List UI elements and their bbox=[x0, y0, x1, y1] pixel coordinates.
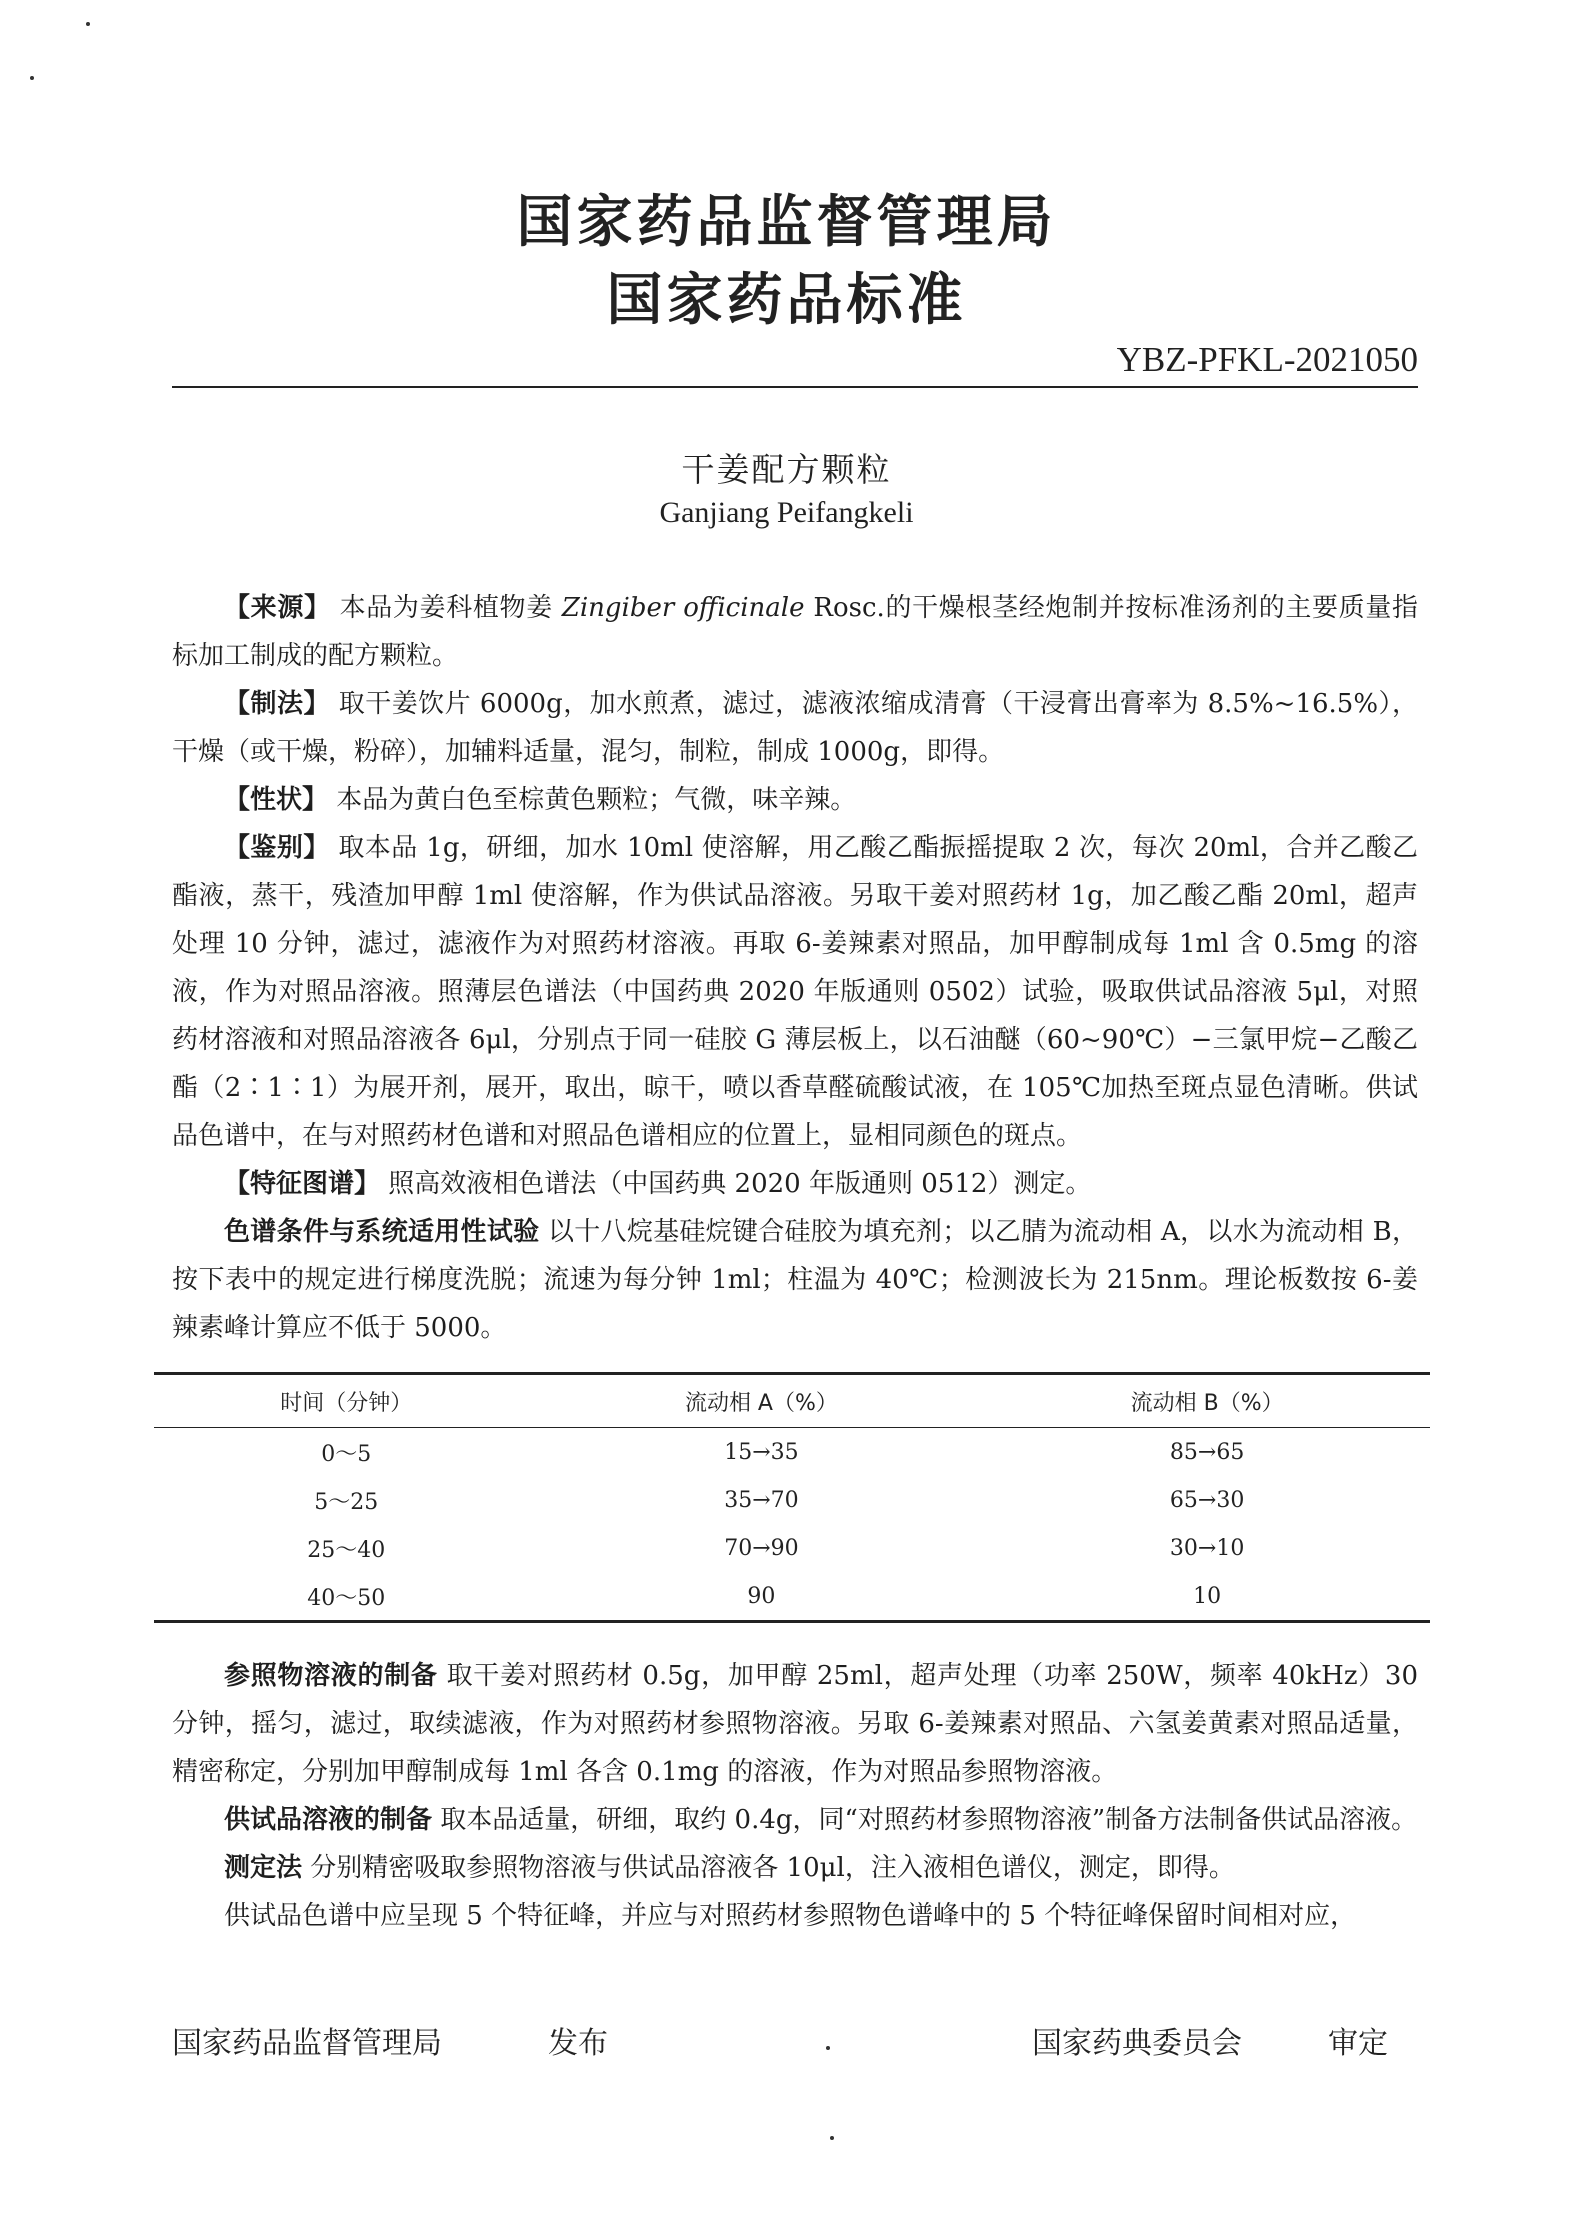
section-text: Rosc.的干燥根茎经炮制并按标准汤剂的主要质量指标加工制成的配方颗粒。 bbox=[172, 593, 1418, 671]
section-label: 【性状】 bbox=[224, 785, 329, 815]
scan-speck bbox=[86, 22, 90, 26]
table-cell: 15→35 bbox=[724, 1439, 799, 1465]
agency-title: 国家药品监督管理局 bbox=[516, 190, 1057, 255]
section-text: 本品为黄白色至棕黄色颗粒；气微，味辛辣。 bbox=[336, 785, 857, 815]
column-header: 流动相 B（%） bbox=[1130, 1390, 1284, 1416]
scan-speck bbox=[30, 76, 34, 80]
table-cell: 40～50 bbox=[307, 1585, 386, 1611]
scan-speck bbox=[830, 2136, 834, 2140]
table-cell: 35→70 bbox=[724, 1487, 799, 1513]
section-text: 以十八烷基硅烷键合硅胶为填充剂；以乙腈为流动相 A，以水为流动相 B，按下表中的规定进行梯度洗脱；流速为每分钟 1ml；柱温为 40℃；检测波长为 215nm。理论板数按 6-姜辣素峰计算应不低于 5000。 bbox=[172, 1217, 1419, 1343]
footer-issue-label: 发布 bbox=[548, 2026, 608, 2061]
section-text: 取本品适量，研细，取约 0.4g，同“对照药材参照物溶液”制备方法制备供试品溶液。 bbox=[440, 1805, 1418, 1835]
scan-speck bbox=[826, 2046, 830, 2050]
section-label: 【来源】 bbox=[224, 593, 331, 623]
section-text: 取干姜对照药材 0.5g，加甲醇 25ml，超声处理（功率 250W，频率 40kHz）30 分钟，摇匀，滤过，取续滤液，作为对照药材参照物溶液。另取 6-姜辣素对照品、六氢姜黄素对照品适量，精密称定，分别加甲醇制成每 1ml 各含 0.1mg 的溶液，作为对照品参照物溶液。 bbox=[172, 1661, 1419, 1787]
table-header-row bbox=[154, 1374, 1430, 1428]
table-cell: 30→10 bbox=[1169, 1535, 1245, 1561]
section-label: 【特征图谱】 bbox=[224, 1169, 381, 1199]
drug-name-chinese: 干姜配方颗粒 bbox=[681, 450, 892, 489]
section-test-solution bbox=[172, 1796, 1418, 1844]
column-header: 时间（分钟） bbox=[280, 1390, 413, 1416]
column-header: 流动相 A（%） bbox=[684, 1390, 838, 1416]
section-text: 分别精密吸取参照物溶液与供试品溶液各 10μl，注入液相色谱仪，测定，即得。 bbox=[310, 1853, 1235, 1883]
subsection-label: 测定法 bbox=[224, 1853, 303, 1883]
drug-name-pinyin: Ganjiang Peifangkeli bbox=[659, 496, 914, 529]
table-cell: 65→30 bbox=[1169, 1487, 1245, 1513]
table-cell: 10 bbox=[1193, 1583, 1222, 1609]
section-text: 取干姜饮片 6000g，加水煎煮，滤过，滤液浓缩成清膏（干浸膏出膏率为 8.5%~16.5%），干燥（或干燥，粉碎），加辅料适量，混匀，制粒，制成 1000g，即得。 bbox=[172, 689, 1419, 767]
footer-review-label: 审定 bbox=[1328, 2026, 1388, 2061]
gradient-table bbox=[154, 1372, 1430, 1623]
monograph-body-lower bbox=[172, 1652, 1418, 1940]
standard-title: 国家药品标准 bbox=[606, 268, 967, 333]
subsection-label: 供试品溶液的制备 bbox=[224, 1805, 433, 1835]
footer-reviewer: 国家药典委员会 bbox=[1032, 2026, 1242, 2061]
section-label: 【制法】 bbox=[224, 689, 330, 719]
section-chromatographic-conditions bbox=[172, 1208, 1418, 1352]
table-cell: 85→65 bbox=[1169, 1439, 1245, 1465]
section-identification bbox=[172, 824, 1418, 1160]
section-text: 取本品 1g，研细，加水 10ml 使溶解，用乙酸乙酯振摇提取 2 次，每次 20ml，合并乙酸乙酯液，蒸干，残渣加甲醇 1ml 使溶解，作为供试品溶液。另取干姜对照药材 1g，加乙酸乙酯 20ml，超声处理 10 分钟，滤过，滤液作为对照药材溶液。再取 6-姜辣素对照品，加甲醇制成每 1ml 含 0.5mg 的溶液，作为对照品溶液。照薄层色谱法（中国药典 2020 年版通则 0502）试验，吸取供试品溶液 5μl，对照药材溶液和对照品溶液各 6μl，分别点于同一硅胶 G 薄层板上，以石油醚（60~90℃）−三氯甲烷−乙酸乙酯（2∶1∶1）为展开剂，展开，取出，晾干，喷以香草醛硫酸试液，在 105℃加热至斑点显色清晰。供试品色谱中，在与对照药材色谱和对照品色谱相应的位置上，显相同颜色的斑点。 bbox=[172, 833, 1418, 1151]
table-row bbox=[154, 1476, 1430, 1524]
standard-number: YBZ-PFKL-2021050 bbox=[1116, 340, 1418, 379]
footer bbox=[172, 2018, 1418, 2061]
gradient-table-container bbox=[154, 1372, 1430, 1623]
section-source bbox=[172, 584, 1418, 680]
table-row bbox=[154, 1524, 1430, 1572]
table-row bbox=[154, 1428, 1430, 1477]
table-cell: 25～40 bbox=[307, 1537, 386, 1563]
section-text: 供试品色谱中应呈现 5 个特征峰，并应与对照药材参照物色谱峰中的 5 个特征峰保留时间相对应， bbox=[224, 1901, 1357, 1931]
header-divider bbox=[172, 386, 1418, 388]
section-reference-solution bbox=[172, 1652, 1418, 1796]
subsection-label: 色谱条件与系统适用性试验 bbox=[224, 1217, 540, 1247]
section-text: 照高效液相色谱法（中国药典 2020 年版通则 0512）测定。 bbox=[388, 1169, 1092, 1199]
latin-name: Zingiber officinale bbox=[561, 593, 805, 623]
table-cell: 90 bbox=[747, 1583, 776, 1609]
section-method bbox=[172, 1844, 1418, 1892]
table-cell: 0～5 bbox=[321, 1441, 372, 1467]
section-label: 【鉴别】 bbox=[224, 833, 330, 863]
section-preparation bbox=[172, 680, 1418, 776]
section-requirement bbox=[172, 1892, 1418, 1940]
table-row bbox=[154, 1572, 1430, 1622]
monograph-body-upper bbox=[172, 584, 1418, 1352]
footer-issuer: 国家药品监督管理局 bbox=[172, 2026, 442, 2061]
section-description bbox=[172, 776, 1418, 824]
table-cell: 5～25 bbox=[314, 1489, 379, 1515]
section-fingerprint bbox=[172, 1160, 1418, 1208]
table-cell: 70→90 bbox=[724, 1535, 799, 1561]
section-text: 本品为姜科植物姜 bbox=[339, 593, 562, 623]
subsection-label: 参照物溶液的制备 bbox=[224, 1661, 438, 1691]
